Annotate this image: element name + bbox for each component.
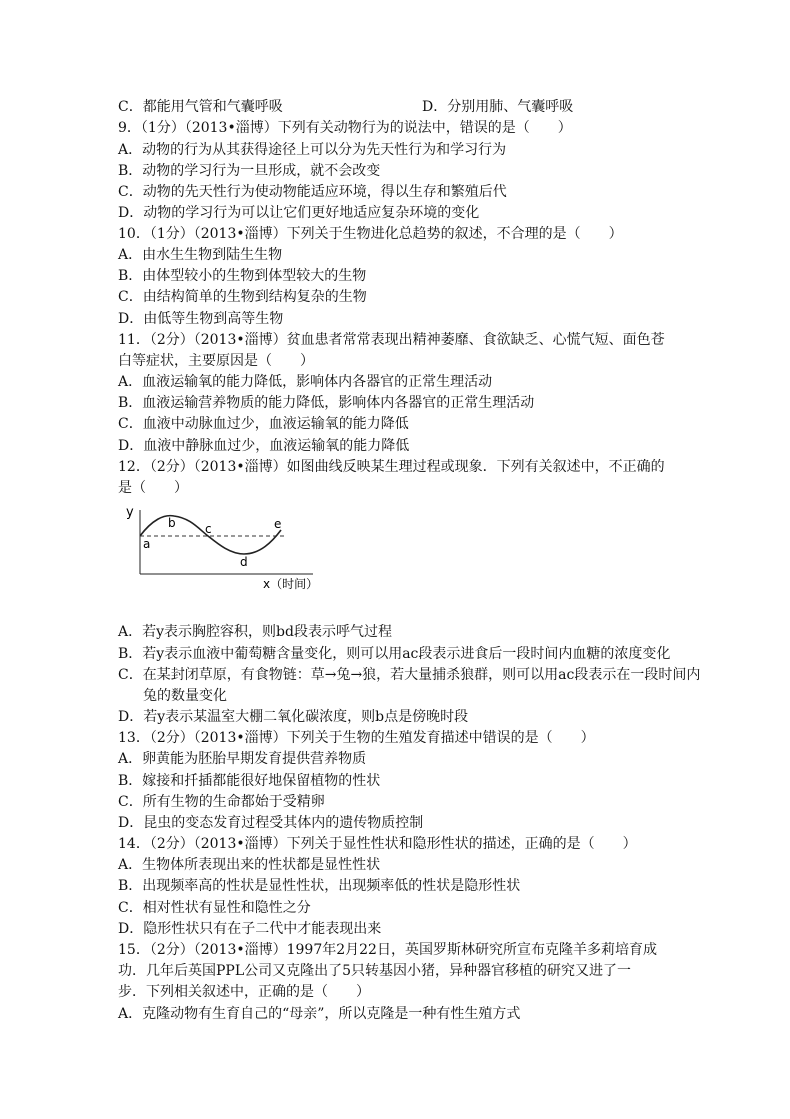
q10-option-b: B．由体型较小的生物到体型较大的生物: [118, 268, 367, 284]
x-axis-label: x（时间）: [263, 577, 318, 591]
q12-curve-figure: [118, 502, 318, 592]
q8-option-d: D．分别用肺、气囊呼吸: [422, 99, 574, 115]
point-c-label: c: [205, 522, 212, 536]
q12-stem-line2: 是（ ）: [118, 480, 188, 496]
q15-stem-line2: 功．几年后英国PPL公司又克隆出了5只转基因小猪，异种器官移植的研究又进了一: [118, 963, 632, 979]
q11-stem-line1: 11．（2分）（2013•淄博）贫血患者常常表现出精神萎靡、食欲缺乏、心慌气短、面色苍: [118, 332, 665, 348]
q13-option-d: D．昆虫的变态发育过程受其体内的遗传物质控制: [118, 815, 424, 831]
point-d-label: d: [240, 555, 248, 569]
q13-stem: 13．（2分）（2013•淄博）下列关于生物的生殖发育描述中错误的是（ ）: [118, 730, 595, 746]
q14-option-a: A．生物体所表现出来的性状都是显性性状: [118, 857, 381, 873]
q12-option-b: B．若y表示血液中葡萄糖含量变化，则可以用ac段表示进食后一段时间内血糖的浓度变化: [118, 646, 671, 662]
q15-option-a: A．克隆动物有生育自己的“母亲”，所以克隆是一种有性生殖方式: [118, 1006, 521, 1022]
q12-stem-line1: 12．（2分）（2013•淄博）如图曲线反映某生理过程或现象．下列有关叙述中，不正确的: [118, 459, 665, 475]
q12-option-d: D．若y表示某温室大棚二氧化碳浓度，则b点是傍晚时段: [118, 709, 469, 725]
q10-option-c: C．由结构简单的生物到结构复杂的生物: [118, 289, 367, 305]
q14-option-d: D．隐形性状只有在子二代中才能表现出来: [118, 921, 382, 937]
q13-option-a: A．卵黄能为胚胎早期发育提供营养物质: [118, 751, 367, 767]
q11-option-c: C．血液中动脉血过少，血液运输氧的能力降低: [118, 416, 409, 432]
q14-option-b: B．出现频率高的性状是显性性状，出现频率低的性状是隐形性状: [118, 878, 521, 894]
q9-stem: 9．（1分）（2013•淄博）下列有关动物行为的说法中，错误的是（ ）: [118, 120, 572, 136]
q11-option-a: A．血液运输氧的能力降低，影响体内各器官的正常生理活动: [118, 374, 493, 390]
q10-option-a: A．由水生生物到陆生生物: [118, 247, 283, 263]
q12-option-c-line2: 兔的数量变化: [143, 688, 227, 704]
q9-option-d: D．动物的学习行为可以让它们更好地适应复杂环境的变化: [118, 205, 480, 221]
q12-option-c-line1: C．在某封闭草原，有食物链：草→兔→狼，若大量捕杀狼群，则可以用ac段表示在一段时间内: [118, 667, 701, 683]
q15-stem-line1: 15．（2分）（2013•淄博）1997年2月22日，英国罗斯林研究所宣布克隆羊多莉培育成: [118, 942, 657, 958]
q13-option-b: B．嫁接和扦插都能很好地保留植物的性状: [118, 773, 381, 789]
q15-stem-line3: 步．下列相关叙述中，正确的是（ ）: [118, 984, 370, 1000]
q9-option-c: C．动物的先天性行为使动物能适应环境，得以生存和繁殖后代: [118, 184, 507, 200]
q8-option-c: C．都能用气管和气囊呼吸: [118, 99, 283, 115]
point-b-label: b: [168, 516, 176, 530]
q13-option-c: C．所有生物的生命都始于受精卵: [118, 794, 325, 810]
q10-stem: 10．（1分）（2013•淄博）下列关于生物进化总趋势的叙述，不合理的是（ ）: [118, 226, 623, 242]
q12-option-a: A．若y表示胸腔容积，则bd段表示呼气过程: [118, 624, 392, 640]
point-e-label: e: [274, 517, 282, 531]
q10-option-d: D．由低等生物到高等生物: [118, 311, 284, 327]
q14-stem: 14．（2分）（2013•淄博）下列关于显性性状和隐形性状的描述，正确的是（ ）: [118, 836, 637, 852]
point-a-label: a: [143, 537, 151, 551]
q11-option-d: D．血液中静脉血过少，血液运输氧的能力降低: [118, 438, 410, 454]
q14-option-c: C．相对性状有显性和隐性之分: [118, 900, 311, 916]
q9-option-b: B．动物的学习行为一旦形成，就不会改变: [118, 163, 381, 179]
q11-option-b: B．血液运输营养物质的能力降低，影响体内各器官的正常生理活动: [118, 395, 535, 411]
q11-stem-line2: 白等症状，主要原因是（ ）: [118, 353, 314, 369]
y-axis-label: y: [126, 505, 134, 520]
q9-option-a: A．动物的行为从其获得途径上可以分为先天性行为和学习行为: [118, 142, 507, 158]
